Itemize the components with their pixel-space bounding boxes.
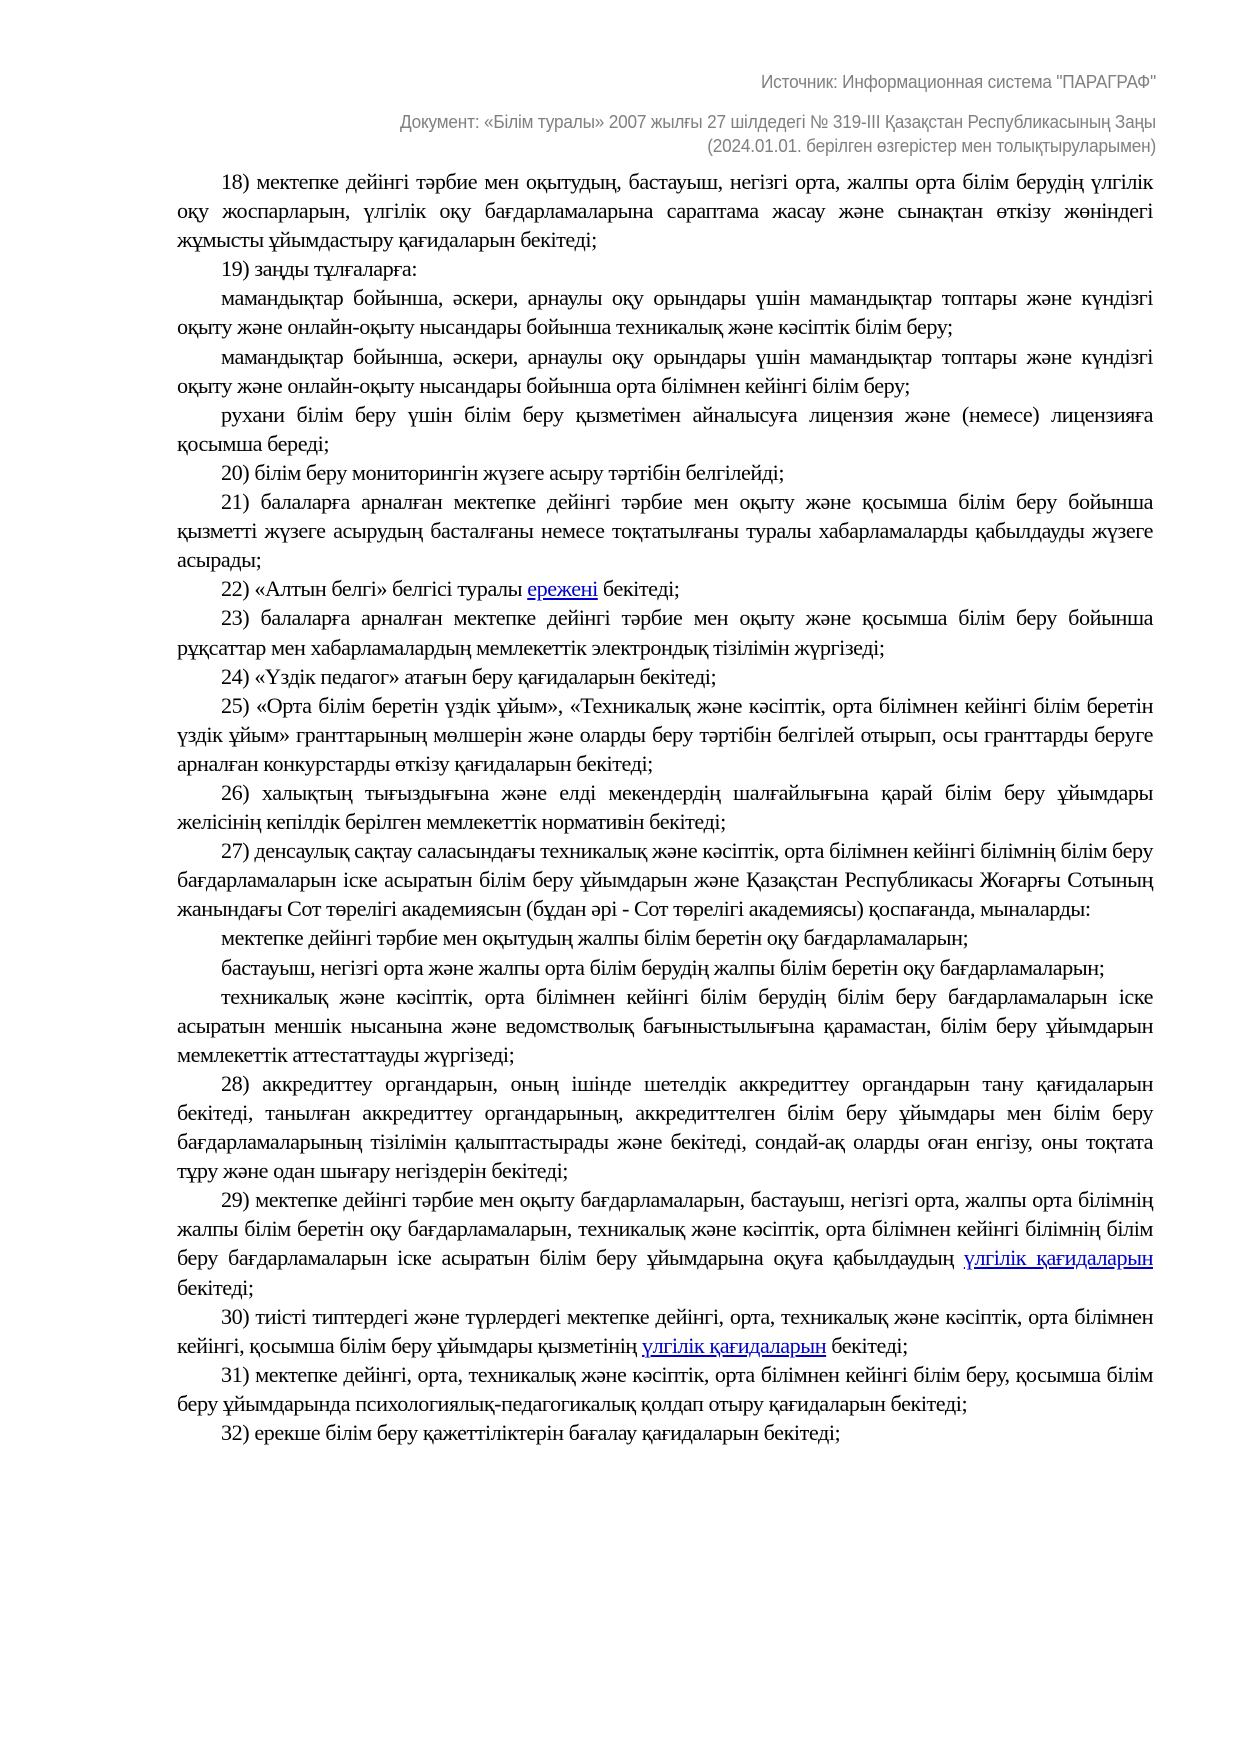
paragraph-31: 31) мектепке дейінгі, орта, техникалық және кәсіптік, орта білімнен кейінгі білім беру, қосымша білім беру ұйымдарында психологиялық-педагогикалық қолдап отыру қағидаларын бекітеді; [177,1361,1153,1416]
paragraph-27-item-1: мектепке дейінгі тәрбие мен оқытудың жалпы білім беретін оқу бағдарламаларын; [221,925,969,951]
paragraph-24: 24) «Үздік педагог» атағын беру қағидаларын бекітеді; [221,663,717,689]
paragraph-27: 27) денсаулық сақтау саласындағы техникалық және кәсіптік, орта білімнен кейінгі білімнің білім беру бағдарламаларын іске асыратын білім беру ұйымдарын және Қазақстан Республикасы Жоғарғы Сотының жанындағы Сот төрелігі академиясын (бұдан әрі - Сот төрелігі академиясы) қоспағанда, мыналарды: [177,838,1153,922]
paragraph-22-text-after: бекітеді; [597,576,680,602]
document-title-line-1: Документ: «Білім туралы» 2007 жылғы 27 шілдедегі № 319-III Қазақстан Республикасының Заңы [399,111,1156,132]
paragraph-28: 28) аккредиттеу органдарын, оның ішінде шетелдік аккредиттеу органдарын тану қағидаларын бекітеді, танылған аккредиттеу органдарының, аккредиттелген білім беру ұйымдары мен білім беру бағдарламаларының тізілімін қалыптастырады және бекітеді, сондай-ақ оларды оған енгізу, оны тоқтата тұру және одан шығару негіздерін бекітеді; [177,1070,1153,1184]
paragraph-27-item-3: техникалық және кәсіптік, орта білімнен кейінгі білім берудің білім беру бағдарламаларын іске асыратын меншік нысанына және ведомстволық бағыныстылығына қарамастан, білім беру ұйымдарын мемлекеттік аттестаттауды жүргізеді; [177,983,1153,1067]
paragraph-21: 21) балаларға арналған мектепке дейінгі тәрбие мен оқыту және қосымша білім беру бойынша қызметті жүзеге асырудың басталғаны немесе тоқтатылғаны туралы хабарламаларды қабылдауды жүзеге асырады; [177,489,1153,573]
paragraph-22 [177,574,1153,603]
paragraph-29 [177,1185,1153,1301]
model-rules-activity-link[interactable]: үлгілік қағидаларын [641,1332,827,1358]
paragraph-19-item-1: мамандықтар бойынша, әскери, арнаулы оқу орындары үшін мамандықтар топтары және күндізгі оқыту және онлайн-оқыту нысандары бойынша техникалық және кәсіптік білім беру; [177,285,1153,340]
paragraph-19-item-2: мамандықтар бойынша, әскери, арнаулы оқу орындары үшін мамандықтар топтары және күндізгі оқыту және онлайн-оқыту нысандары бойынша орта білімнен кейінгі білім беру; [177,343,1153,398]
source-line: Источник: Информационная система "ПАРАГРАФ" [760,71,1156,92]
paragraph-18: 18) мектепке дейінгі тәрбие мен оқытудың, бастауыш, негізгі орта, жалпы орта білім берудің үлгілік оқу жоспарларын, үлгілік оқу бағдарламаларына сараптама жасау және сынақтан өткізу жөніндегі жұмысты ұйымдастыру қағидаларын бекітеді; [177,169,1153,253]
paragraph-26: 26) халықтың тығыздығына және елді мекендердің шалғайлығына қарай білім беру ұйымдары желісінің кепілдік берілген мемлекеттік нормативін бекітеді; [177,779,1153,835]
paragraph-19-item-3: рухани білім беру үшін білім беру қызметімен айналысуға лицензия және (немесе) лицензияға қосымша береді; [177,401,1153,456]
paragraph-32: 32) ерекше білім беру қажеттіліктерін бағалау қағидаларын бекітеді; [221,1420,841,1446]
paragraph-30-text-before: 30) тиісті типтердегі және түрлердегі мектепке дейінгі, орта, техникалық және кәсіптік, орта білімнен кейінгі, қосымша білім беру ұйымдары қызметінің [177,1303,1153,1358]
paragraph-29-text-before: 29) мектепке дейінгі тәрбие мен оқыту бағдарламаларын, бастауыш, негізгі орта, жалпы орта білімнің жалпы білім беретін оқу бағдарламаларын, техникалық және кәсіптік, орта білімнен кейінгі білімнің білім беру бағдарламаларын іске асыратын білім беру ұйымдарына оқуға қабылдаудың [177,1187,1153,1271]
paragraph-30-text-after: бекітеді; [826,1332,908,1358]
document-title-line-2: (2024.01.01. берілген өзгерістер мен толықтыруларымен) [707,135,1156,156]
paragraph-25: 25) «Орта білім беретін үздік ұйым», «Техникалық және кәсіптік, орта білімнен кейінгі білім беретін үздік ұйым» гранттарының мөлшерін және оларды беру тәртібін белгілей отырып, осы гранттарды беруге арналған конкурстарды өткізу қағидаларын бекітеді; [177,692,1153,776]
paragraph-29-text-after: бекітеді; [177,1274,254,1300]
paragraph-30 [177,1302,1153,1360]
paragraph-27-item-2: бастауыш, негізгі орта және жалпы орта білім берудің жалпы білім беретін оқу бағдарламаларын; [221,954,1105,980]
ereje-link[interactable]: ережені [527,576,598,602]
paragraph-22-text-before: 22) «Алтын белгі» белгісі туралы [221,576,528,602]
paragraph-23: 23) балаларға арналған мектепке дейінгі тәрбие мен оқыту және қосымша білім беру бойынша рұқсаттар мен хабарламалардың мемлекеттік электрондық тізілімін жүргізеді; [177,605,1153,660]
document-body [177,167,1153,1447]
page-header [156,70,1156,158]
paragraph-20: 20) білім беру мониторингін жүзеге асыру тәртібін белгілейді; [221,459,785,485]
model-rules-admission-link[interactable]: үлгілік қағидаларын [963,1245,1153,1271]
paragraph-19: 19) заңды тұлғаларға: [221,256,418,282]
